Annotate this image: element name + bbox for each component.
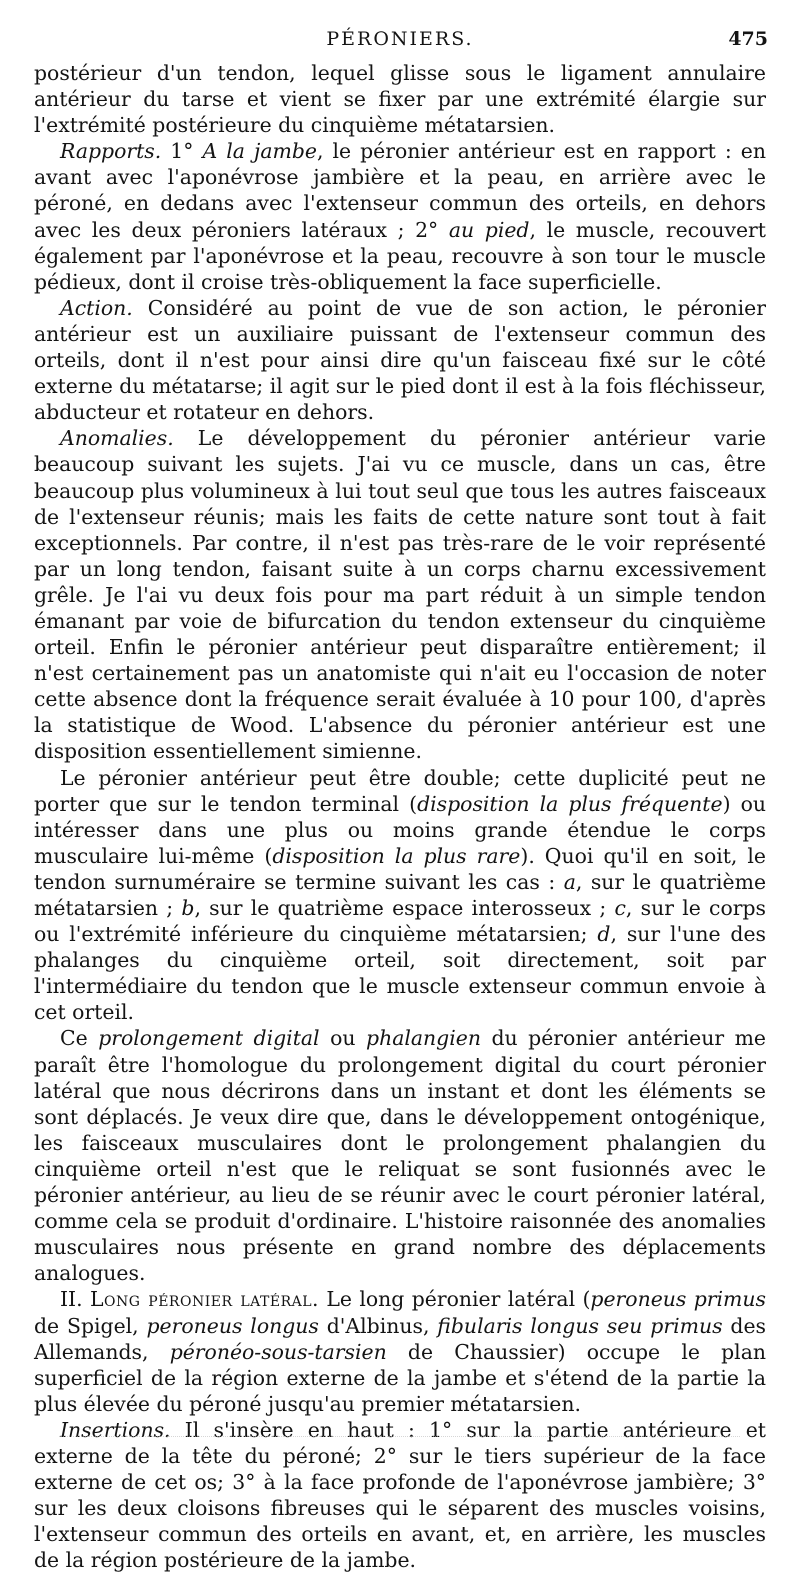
italic-text: péronéo-sous-tarsien [169,1339,387,1364]
italic-text: c [614,896,626,920]
paragraph [34,295,766,425]
italic-text: Action. [60,295,133,320]
text-run: de Chaussier) occupe le plan superficiel de la région externe de la jambe et s'étend de la partie la plus élevée du péroné jusqu'au premier métatarsien. [34,1339,766,1416]
paragraph [34,425,766,764]
italic-text: au pied [448,217,530,242]
italic-text: Insertions. [60,1417,171,1442]
text-run: , le muscle, recouvert également par l'aponévrose et la peau, recouvre à son tour le muscle pédieux, dont il croise très-obliquement la face superficielle. [34,217,766,294]
text-run: 1° [161,139,203,164]
italic-text: peroneus longus [146,1313,319,1338]
text-run: ). Quoi qu'il en soit, le tendon surnuméraire se termine suivant les cas : [34,843,766,894]
text-run: d'Albinus, [318,1313,438,1338]
text-run: Considéré au point de vue de son action, le péronier antérieur est un auxiliaire puissant de l'extenseur commun des orteils, dont il n'est pour ainsi dire qu'un faisceau fixé sur le côté externe du métatarse; il agit sur le pied dont il est à la fois fléchisseur, abducteur et rotateur en dehors. [34,295,766,425]
text-run: , sur le quatrième métatarsien ; [34,869,767,920]
text-run: des Allemands, [34,1313,766,1364]
text-run: Le péronier antérieur peut être double; cette duplicité peut ne porter que sur le tendon terminal ( [34,765,766,816]
italic-text: a [563,869,576,894]
text-run: Le long péronier latéral ( [319,1287,591,1312]
text-run: Le développement du péronier antérieur varie beaucoup suivant les sujets. J'ai vu ce muscle, dans un cas, être beaucoup plus volumineux à lui tout seul que tous les autres faisceaux de l'extenseur réunis; mais les faits de cette nature sont tout à fait exceptionnels. Par contre, il n'est pas très-rare de le voir représenté par un long tendon, faisant suite à un corps charnu excessivement grêle. Je l'ai vu deux fois pour ma part réduit à un simple tendon émanant par voie de bifurcation du tendon extenseur du cinquième orteil. Enfin le péronier antérieur peut disparaître entièrement; il n'est certainement pas un anatomiste qui n'ait eu l'occasion de noter cette absence dont la fréquence serait évaluée à 10 pour 100, d'après la statistique de Wood. L'absence du péronier antérieur est une disposition essentiellement simienne. [34,426,766,764]
italic-text: disposition la plus rare [272,843,521,868]
text-run: Ce [60,1026,99,1051]
italic-text: peroneus primus [590,1287,766,1312]
italic-text: prolongement digital [98,1026,320,1051]
text-run: II. [60,1287,90,1312]
text-run: de Spigel, [34,1313,147,1338]
paragraph [34,1286,766,1416]
text-run: postérieur d'un tendon, lequel glisse sous le ligament annulaire antérieur du tarse et vient se fixer par une extrémité élargie sur l'extrémité postérieure du cinquième métatarsien. [34,61,766,138]
italic-text: disposition la plus fréquente [417,791,723,816]
italic-text: Anomalies. [60,426,174,451]
paragraph [34,765,766,1026]
text-run: , sur le quatrième espace interosseux ; [194,896,615,920]
text-run: , sur l'une des phalanges du cinquième orteil, soit directement, soit par l'intermédiaire du tendon que le muscle extenseur commun envoie à cet orteil. [34,922,766,1025]
body-text [34,60,766,1573]
text-run: ou [319,1026,367,1051]
italic-text: d [597,922,611,947]
text-run: du péronier antérieur me paraît être l'homologue du prolongement digital du court péronier latéral que nous décrirons dans un instant et dont les éléments se sont déplacés. Je veux dire que, dans le développement ontogénique, les faisceaux musculaires dont le prolongement phalangien du cinquième orteil n'est que le reliquat se sont fusionnés avec le péronier antérieur, au lieu de se réunir avec le court péronier latéral, comme cela se produit d'ordinaire. L'histoire raisonnée des anomalies musculaires nous présente en grand nombre des déplacements analogues. [34,1026,766,1286]
italic-text: fibularis longus seu primus [437,1313,723,1338]
page-bottom-rule [60,1436,740,1443]
paragraph [34,138,766,295]
italic-text: A la jambe [202,139,317,164]
text-run: Il s'insère en haut : 1° sur la partie antérieure et externe de la tête du péroné; 2° sur le tiers supérieur de la face externe de cet os; 3° à la face profonde de l'aponévrose jambière; 3° sur les deux cloisons fibreuses qui le séparent des muscles voisins, l'extenseur commun des orteils en avant, et, en arrière, les muscles de la région postérieure de la jambe. [34,1417,766,1573]
running-title: PÉRONIERS. [326,28,474,50]
text-run: , sur le corps ou l'extrémité inférieure du cinquième métatarsien; [34,896,766,947]
text-run: , le péronier antérieur est en rapport : en avant avec l'aponévrose jambière et la peau, en arrière avec le péroné, en dedans avec l'extenseur commun des orteils, en dehors avec les deux péroniers latéraux ; 2° [34,139,766,242]
paragraph [34,1025,766,1286]
page-header [32,26,768,52]
italic-text: b [181,896,195,920]
italic-text: phalangien [366,1026,481,1051]
italic-text: Rapports. [60,139,162,164]
paragraph [34,60,766,138]
section-heading: Long péronier latéral. [89,1287,320,1312]
text-run: ) ou intéresser dans une plus ou moins grande étendue le corps musculaire lui-même ( [34,791,766,868]
page-number: 475 [728,28,768,50]
